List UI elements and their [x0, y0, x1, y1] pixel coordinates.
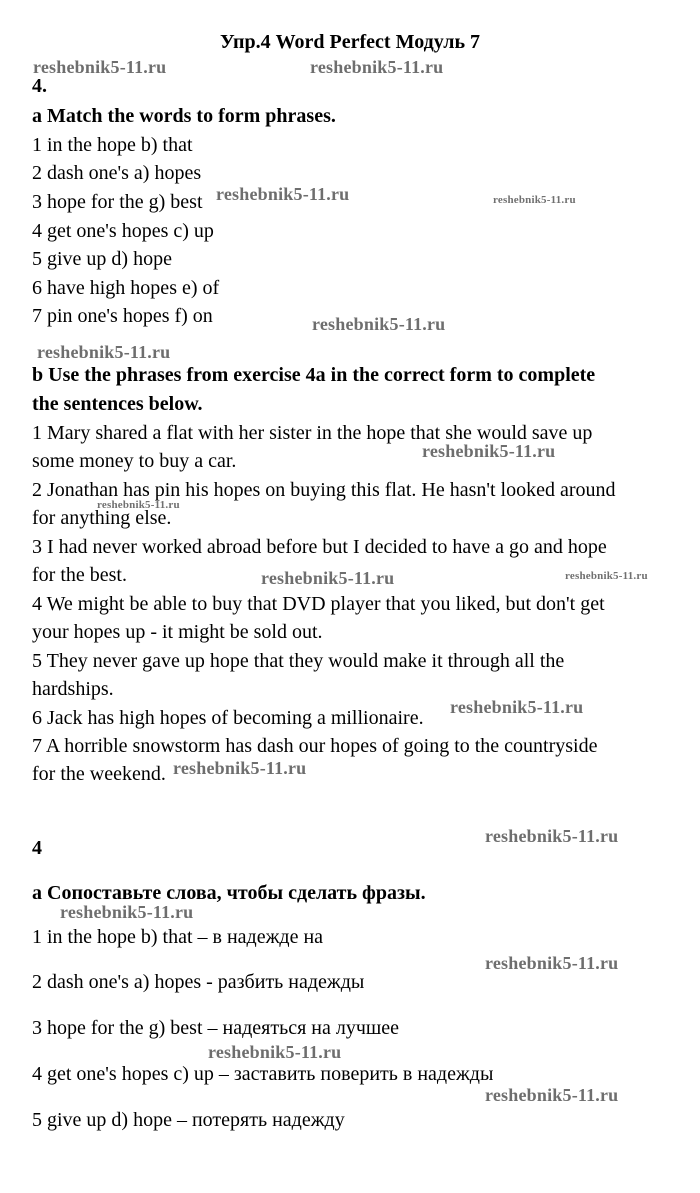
watermark: reshebnik5-11.ru [97, 499, 180, 511]
sentence-line: 7 A horrible snowstorm has dash our hopes of going to the countryside [32, 735, 598, 757]
translation-item: 4 get one's hopes c) up – заставить поверить в надежды [32, 1063, 494, 1085]
sentence-line: hardships. [32, 678, 114, 700]
match-item: 4 get one's hopes c) up [32, 220, 214, 242]
sentence-line: 1 Mary shared a flat with her sister in the hope that she would save up [32, 422, 593, 444]
part-b-heading-line1: b Use the phrases from exercise 4a in the correct form to complete [32, 364, 596, 386]
watermark: reshebnik5-11.ru [450, 697, 584, 717]
watermark: reshebnik5-11.ru [60, 902, 194, 922]
part-b-heading-line2: the sentences below. [32, 393, 203, 415]
exercise-number: 4. [32, 75, 47, 97]
page-title: Упр.4 Word Perfect Модуль 7 [219, 31, 481, 53]
watermark: reshebnik5-11.ru [33, 57, 167, 77]
translation-item: 5 give up d) hope – потерять надежду [32, 1109, 345, 1131]
match-item: 2 dash one's a) hopes [32, 162, 202, 184]
sentence-line: 5 They never gave up hope that they would make it through all the [32, 650, 565, 672]
sentence-line: 4 We might be able to buy that DVD player that you liked, but don't get [32, 593, 605, 615]
translation-item: 1 in the hope b) that – в надежде на [32, 926, 324, 948]
part-a-heading: a Match the words to form phrases. [32, 105, 336, 127]
match-item: 5 give up d) hope [32, 248, 172, 270]
watermark: reshebnik5-11.ru [565, 570, 648, 582]
watermark: reshebnik5-11.ru [261, 568, 395, 588]
sentence-line: for the best. [32, 564, 127, 586]
match-item: 7 pin one's hopes f) on [32, 305, 213, 327]
sentence-line: 2 Jonathan has pin his hopes on buying this flat. He hasn't looked around [32, 479, 616, 501]
watermark: reshebnik5-11.ru [312, 314, 446, 334]
watermark: reshebnik5-11.ru [422, 441, 556, 461]
watermark: reshebnik5-11.ru [37, 342, 171, 362]
watermark: reshebnik5-11.ru [310, 57, 444, 77]
sentence-line: for the weekend. [32, 763, 166, 785]
match-item: 6 have high hopes e) of [32, 277, 220, 299]
sentence-line: 3 I had never worked abroad before but I decided to have a go and hope [32, 536, 607, 558]
watermark: reshebnik5-11.ru [485, 953, 619, 973]
match-item: 3 hope for the g) best [32, 191, 203, 213]
watermark: reshebnik5-11.ru [208, 1042, 342, 1062]
watermark: reshebnik5-11.ru [493, 194, 576, 206]
translation-item: 2 dash one's a) hopes - разбить надежды [32, 971, 365, 993]
russian-number: 4 [32, 837, 42, 859]
sentence-line: some money to buy a car. [32, 450, 237, 472]
watermark: reshebnik5-11.ru [216, 184, 350, 204]
watermark: reshebnik5-11.ru [485, 826, 619, 846]
match-item: 1 in the hope b) that [32, 134, 193, 156]
watermark: reshebnik5-11.ru [173, 758, 307, 778]
translation-item: 3 hope for the g) best – надеяться на лучшее [32, 1017, 400, 1039]
watermark: reshebnik5-11.ru [485, 1085, 619, 1105]
sentence-line: for anything else. [32, 507, 172, 529]
sentence-line: 6 Jack has high hopes of becoming a millionaire. [32, 707, 424, 729]
sentence-line: your hopes up - it might be sold out. [32, 621, 323, 643]
russian-heading: a Сопоставьте слова, чтобы сделать фразы. [32, 882, 426, 904]
